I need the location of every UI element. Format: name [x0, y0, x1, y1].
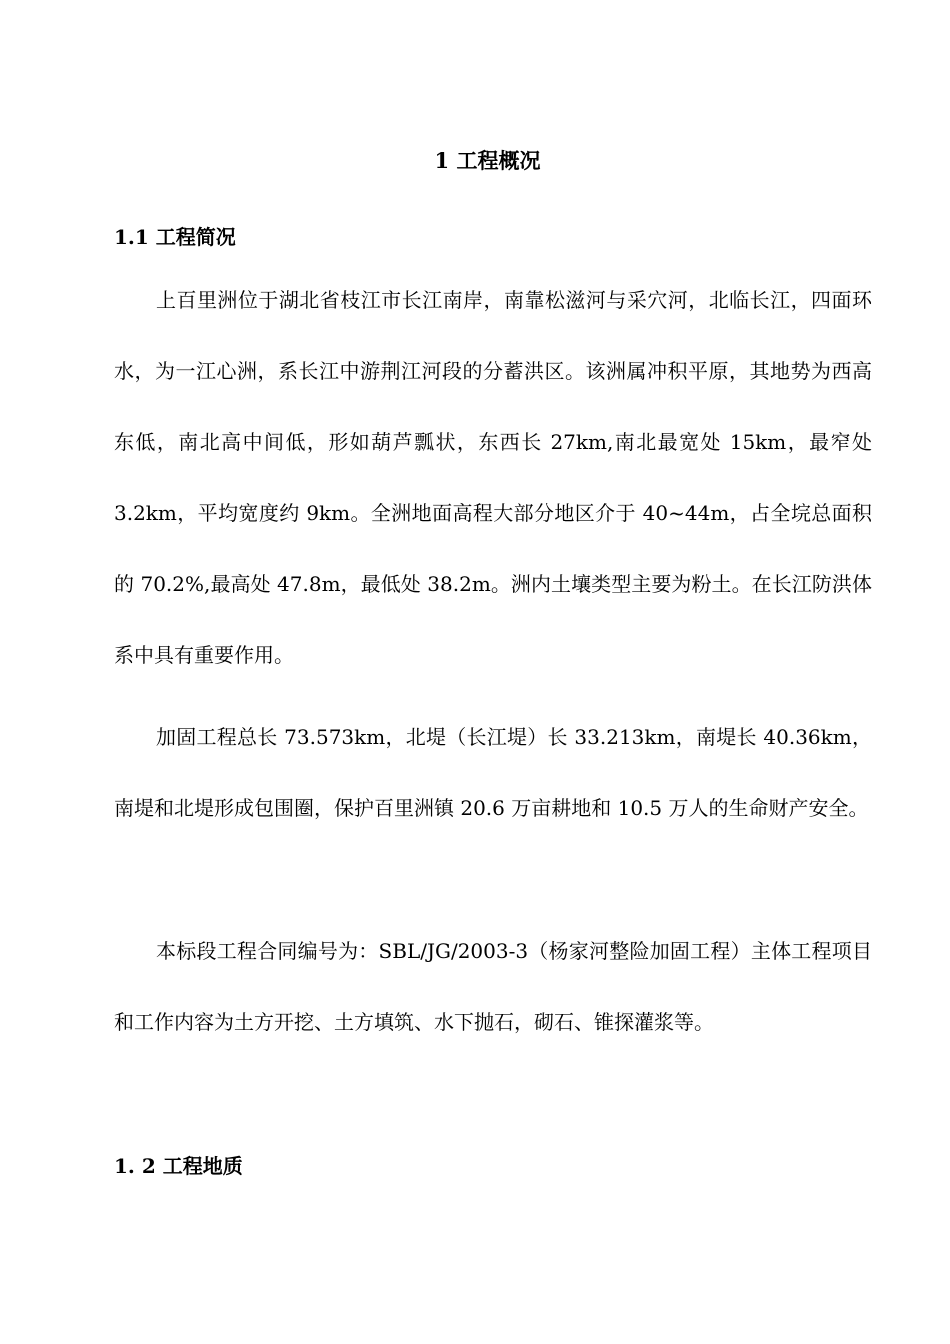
paragraph-overview: 上百里洲位于湖北省枝江市长江南岸，南靠松滋河与采穴河，北临长江，四面环水，为一江心洲，系长江中游荆江河段的分蓄洪区。该洲属冲积平原，其地势为西高东低，南北高中间低，形如葫芦瓢状，东西长 27km,南北最宽处 15km，最窄处 3.2km，平均宽度约 9km。全洲地面高程大部分地区介于 40~44m，占全垸总面积的 70.2%,最高处 47.8m，最低处 38.2m。洲内土壤类型主要为粉土。在长江防洪体系中具有重要作用。 [114, 288, 872, 667]
paragraph-contract: 本标段工程合同编号为：SBL/JG/2003-3（杨家河整险加固工程）主体工程项目和工作内容为土方开挖、土方填筑、水下抛石，砌石、锥探灌浆等。 [114, 939, 872, 1034]
section-heading-1-2: 1. 2 工程地质 [114, 1154, 243, 1178]
section-heading-1-1: 1.1 工程简况 [114, 225, 236, 249]
chapter-title: 1 工程概况 [434, 148, 541, 173]
paragraph-reinforcement: 加固工程总长 73.573km，北堤（长江堤）长 33.213km，南堤长 40.36km，南堤和北堤形成包围圈，保护百里洲镇 20.6 万亩耕地和 10.5 万人的生命财产安全。 [114, 725, 872, 820]
